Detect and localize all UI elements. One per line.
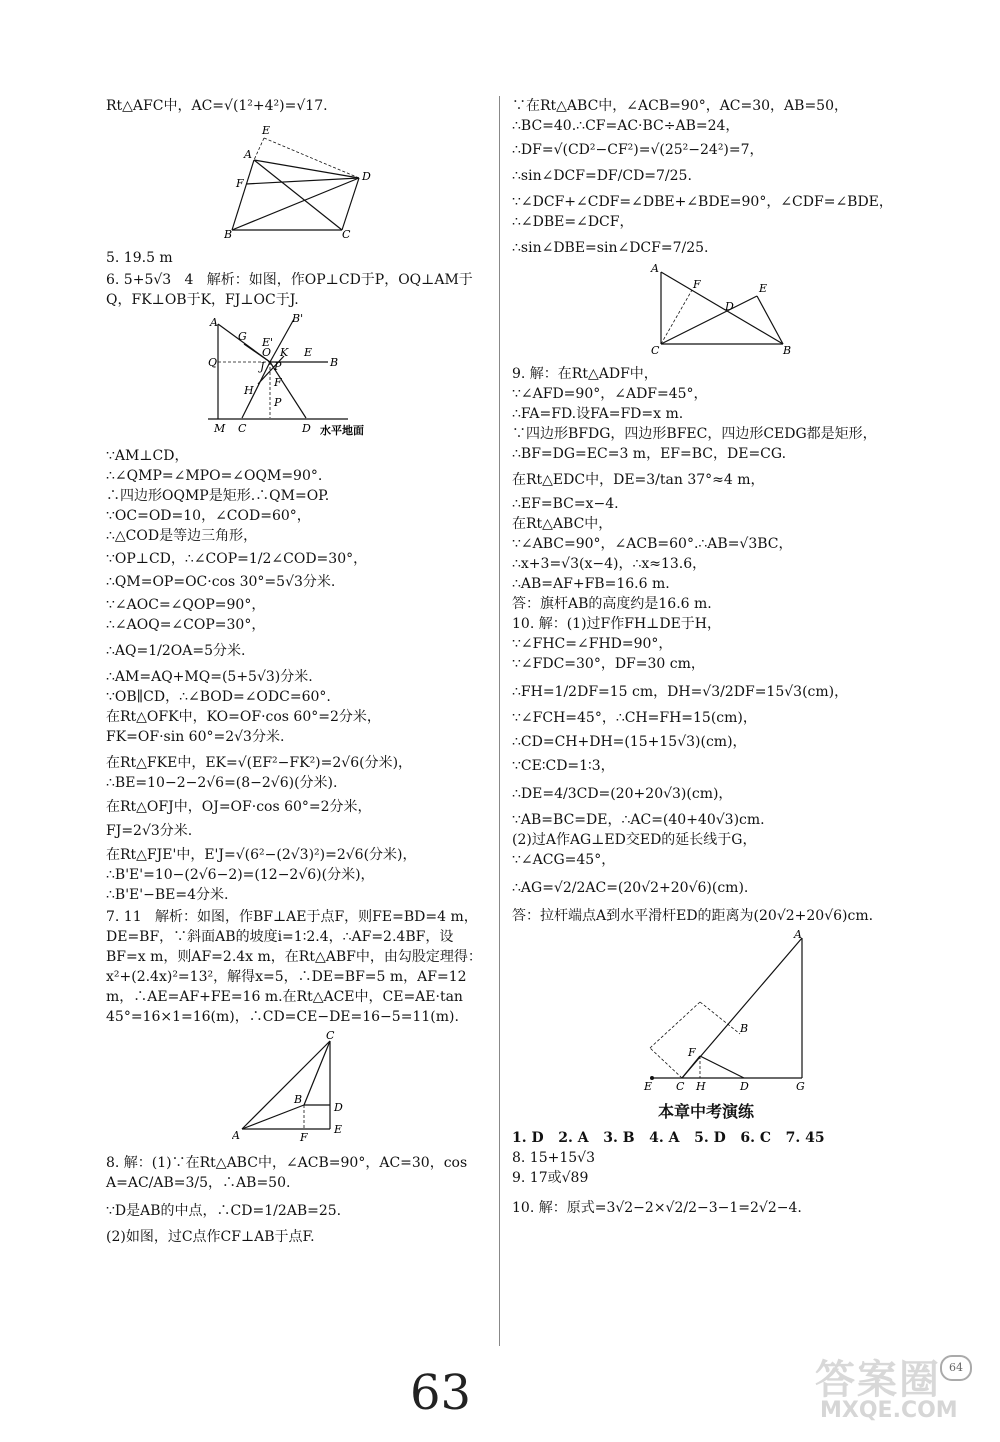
answer-5: 5. 19.5 m	[106, 250, 173, 266]
svg-text:F: F	[236, 177, 244, 190]
svg-text:D: D	[302, 422, 311, 435]
svg-text:E: E	[262, 124, 271, 137]
svg-text:B': B'	[292, 314, 304, 325]
svg-text:F: F	[274, 376, 282, 389]
answer-8-continued: ∵在Rt△ABC中，∠ACB=90°，AC=30，AB=50， ∴BC=40.∴CF=AC·BC÷AB=24， ∴DF=√(CD²−CF²)=√(25²−24²)=7， ∴sin∠DCF=DF/CD=7/25. ∵∠DCF+∠CDF=∠DBE+∠BDE=90°，∠CDF=∠BDE， ∴∠DBE=∠DCF， ∴sin∠DBE=sin∠DCF=7/25.	[512, 98, 893, 256]
svg-text:B: B	[740, 1022, 749, 1035]
answer-6-body: ∵AM⊥CD， ∴∠QMP=∠MPO=∠OQM=90°. ∴四边形OQMP是矩形.∴QM=OP. ∵OC=OD=10，∠COD=60°， ∴△COD是等边三角形， ∵OP⊥CD，∴∠COP=1/2∠COD=30°， ∴QM=OP=OC·cos 30°=5√3分米. ∵∠AOC=∠QOP=90°， ∴∠AOQ=∠COP=30°， ∴AQ=1/2OA=5分米. ∴AM=AQ+MQ=(5+5√3)分米. ∵OB∥CD，∴∠BOD=∠ODC=60°. 在Rt△OFK中，KO=OF·cos 60°=2分米， FK=OF·sin 60°=2√3分米. 在Rt△FKE中，EK=√(EF²−FK²)=2√6(分米)， ∴BE=10−2−2√6=(8−2√6)(分米). 在Rt△OFJ中，OJ=OF·cos 60°=2分米， FJ=2√3分米. 在Rt△FJE'中，E'J=√(6²−(2√3)²)=2√6(分米)， ∴B'E'=10−(2√6−2)=(12−2√6)(分米)， ∴B'E'−BE=4分米.	[106, 448, 417, 903]
chapter-answers: 1. D 2. A 3. B 4. A 5. D 6. C 7. 45 8. 15+15√3 9. 17或√89 10. 解：原式=3√2−2×√2/2−3−1=2√2−4.	[512, 1130, 825, 1216]
svg-text:F: F	[688, 1046, 696, 1059]
answer-6-head: 6. 5+5√3 4 解析：如图，作OP⊥CD于P，OQ⊥AM于Q，FK⊥OB于K，FJ⊥OC于J.	[106, 272, 473, 308]
svg-text:E: E	[334, 1123, 343, 1136]
svg-text:C: C	[651, 344, 660, 354]
svg-text:D: D	[362, 170, 371, 183]
answer-7: 7. 11 解析：如图，作BF⊥AE于点F，则FE=BD=4 m，DE=BF，∵斜面AB的坡度i=1∶2.4，∴AF=2.4BF，设BF=x m，则AF=2.4x m，在Rt△ABF中，由勾股定理得：x²+(2.4x)²=13²，解得x=5，∴DE=BF=5 m，AF=12 m，∴AE=AF+FE=16 m.在Rt△ACE中，CE=AE·tan 45°=16×1=16(m)，∴CD=CE−DE=16−5=11(m).	[106, 909, 482, 1025]
svg-text:P: P	[274, 360, 282, 373]
watermark-url: MXQE.COM	[820, 1398, 958, 1423]
svg-text:E: E	[644, 1080, 653, 1090]
watermark-logo: 答案圈	[815, 1356, 941, 1403]
svg-text:K: K	[280, 346, 289, 359]
svg-text:P: P	[274, 396, 282, 409]
figure-6	[208, 314, 490, 442]
svg-text:A: A	[651, 262, 659, 275]
svg-text:E: E	[304, 346, 313, 359]
svg-text:B: B	[330, 356, 339, 369]
figure-parallelogram	[224, 120, 490, 244]
svg-text:F: F	[693, 278, 701, 291]
column-divider	[499, 96, 500, 1346]
svg-text:G: G	[796, 1080, 805, 1090]
svg-text:H: H	[244, 384, 254, 397]
svg-text:D: D	[725, 300, 734, 313]
right-column	[512, 96, 900, 1218]
svg-text:B: B	[224, 228, 233, 238]
svg-text:C: C	[238, 422, 247, 435]
svg-text:A: A	[232, 1129, 240, 1142]
page-badge: 64	[940, 1355, 972, 1381]
svg-text:D: D	[334, 1101, 343, 1114]
svg-text:B: B	[783, 344, 792, 354]
answer-10: 10. 解：(1)过F作FH⊥DE于H， ∵∠FHC=∠FHD=90°， ∵∠FDC=30°，DF=30 cm， ∴FH=1/2DF=15 cm，DH=√3/2DF=15√3(cm)， ∵∠FCH=45°，∴CH=FH=15(cm)， ∴CD=CH+DH=(15+15√3)(cm)， ∵CE∶CD=1∶3， ∴DE=4/3CD=(20+20√3)(cm)， ∵AB=BC=DE，∴AC=(40+40√3)cm. (2)过A作AG⊥ED交ED的延长线于G， ∵∠ACG=45°， ∴AG=√2/2AC=(20√2+20√6)(cm). 答：拉杆端点A到水平滑杆ED的距离为(20√2+20√6)cm.	[512, 616, 874, 924]
svg-text:C: C	[676, 1080, 685, 1090]
svg-text:D: D	[740, 1080, 749, 1090]
left-column	[106, 96, 490, 1247]
svg-text:A: A	[244, 148, 252, 161]
answer-8-midpoint: ∵D是AB的中点，∴CD=1/2AB=25.	[106, 1203, 342, 1219]
svg-text:A: A	[210, 316, 218, 329]
section-title: 本章中考演练	[657, 1102, 754, 1121]
figure-8	[647, 262, 900, 360]
answer-8-part2: (2)如图，过C点作CF⊥AB于点F.	[106, 1229, 315, 1245]
svg-text:C: C	[342, 228, 351, 238]
text-afc: Rt△AFC中，AC=√(1²+4²)=√17.	[106, 98, 328, 114]
svg-text:C: C	[326, 1031, 335, 1042]
svg-text:O: O	[262, 346, 272, 359]
svg-text:H: H	[696, 1080, 706, 1090]
svg-text:B: B	[294, 1093, 303, 1106]
svg-text:M: M	[214, 422, 226, 435]
svg-text:E: E	[759, 282, 768, 295]
handwritten-page-number: 63	[410, 1365, 472, 1421]
svg-text:E': E'	[262, 336, 274, 349]
answer-8-part1: 8. 解：(1)∵在Rt△ABC中，∠ACB=90°，AC=30，cos A=AC/AB=3/5，∴AB=50.	[106, 1155, 472, 1191]
svg-text:J: J	[260, 360, 265, 373]
svg-text:A: A	[794, 930, 802, 941]
figure-10	[642, 930, 900, 1096]
svg-text:F: F	[300, 1131, 308, 1143]
svg-text:Q: Q	[208, 356, 218, 369]
svg-text:水平地面: 水平地面	[320, 424, 364, 436]
answer-9: 9. 解：在Rt△ADF中， ∵∠AFD=90°，∠ADF=45°， ∴FA=FD.设FA=FD=x m. ∵四边形BFDG，四边形BFEC，四边形CEDG都是矩形， ∴BF=DG=EC=3 m，EF=BC，DE=CG. 在Rt△EDC中，DE=3/tan 37°≈4 m， ∴EF=BC=x−4. 在Rt△ABC中， ∵∠ABC=90°，∠ACB=60°.∴AB=√3BC， ∴x+3=√3(x−4)，∴x≈13.6， ∴AB=AF+FB=16.6 m. 答：旗杆AB的高度约是16.6 m.	[512, 366, 877, 612]
svg-text:G: G	[238, 330, 247, 343]
figure-7	[232, 1031, 490, 1149]
